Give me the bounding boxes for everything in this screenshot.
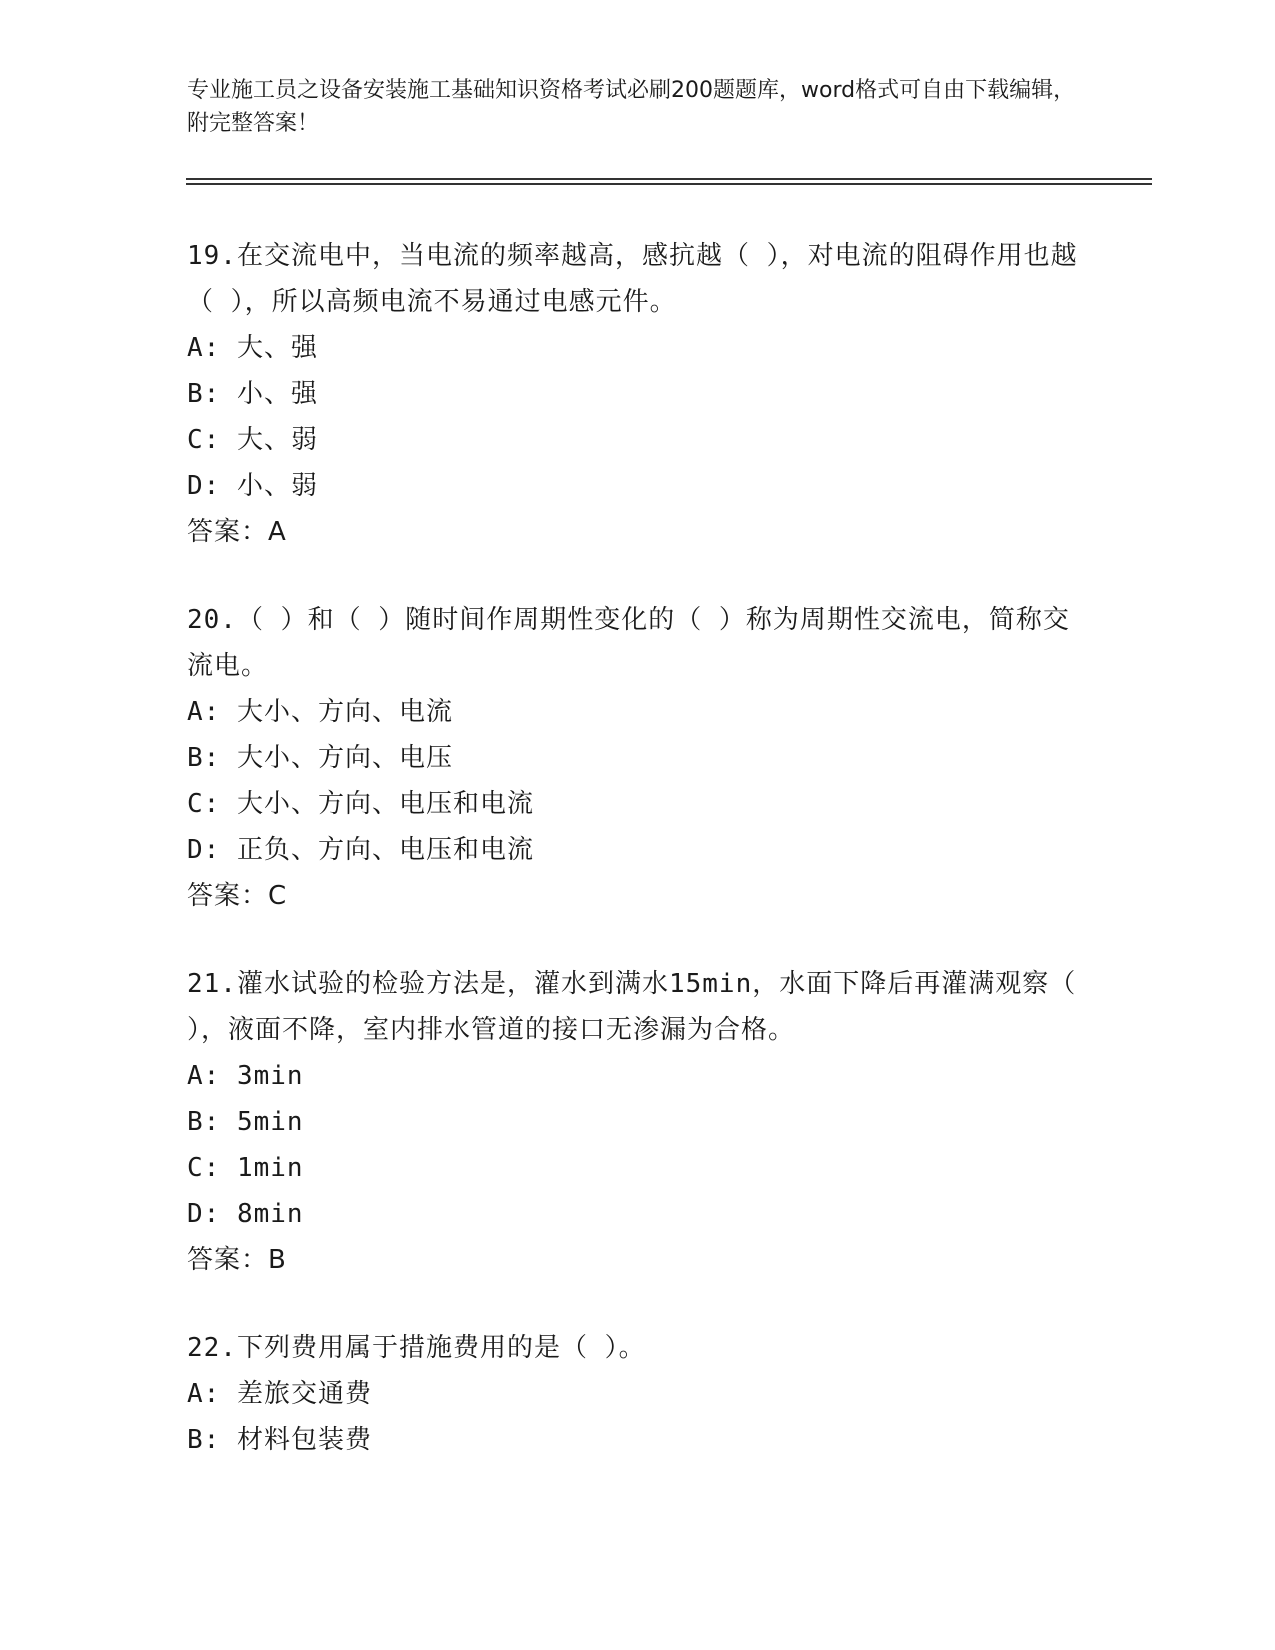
option-d: D: 小、弱 <box>187 471 318 501</box>
header-divider-top <box>186 178 1152 180</box>
question-stem: 20.（ ）和（ ）随时间作周期性变化的（ ）称为周期性交流电，简称交流电。 <box>187 605 1070 681</box>
option-b: B: 材料包装费 <box>187 1425 372 1455</box>
option-c: C: 1min <box>187 1153 304 1183</box>
option-a: A: 3min <box>187 1061 304 1091</box>
question-stem: 21.灌水试验的检验方法是，灌水到满水15min，水面下降后再灌满观察（ ），液面不降，室内排水管道的接口无渗漏为合格。 <box>187 969 1077 1045</box>
question-19 <box>187 233 1087 555</box>
document-header <box>187 74 1087 140</box>
answer-label: 答案：A <box>187 517 287 547</box>
answer-label: 答案：C <box>187 881 288 911</box>
option-a: A: 大、强 <box>187 333 318 363</box>
header-divider-bottom <box>186 183 1152 185</box>
option-a: A: 大小、方向、电流 <box>187 697 453 727</box>
answer-label: 答案：B <box>187 1245 287 1275</box>
option-d: D: 8min <box>187 1199 304 1229</box>
option-b: B: 小、强 <box>187 379 318 409</box>
question-21 <box>187 961 1087 1283</box>
option-a: A: 差旅交通费 <box>187 1379 372 1409</box>
question-20 <box>187 597 1087 919</box>
option-c: C: 大小、方向、电压和电流 <box>187 789 534 819</box>
option-b: B: 5min <box>187 1107 304 1137</box>
option-b: B: 大小、方向、电压 <box>187 743 453 773</box>
document-title: 专业施工员之设备安装施工基础知识资格考试必刷200题题库，word格式可自由下载编辑，附完整答案！ <box>187 78 1076 136</box>
option-d: D: 正负、方向、电压和电流 <box>187 835 534 865</box>
question-stem: 19.在交流电中，当电流的频率越高，感抗越（ ），对电流的阻碍作用也越（ ），所以高频电流不易通过电感元件。 <box>187 241 1078 317</box>
option-c: C: 大、弱 <box>187 425 318 455</box>
question-22 <box>187 1325 1087 1463</box>
question-stem: 22.下列费用属于措施费用的是（ ）。 <box>187 1333 646 1363</box>
